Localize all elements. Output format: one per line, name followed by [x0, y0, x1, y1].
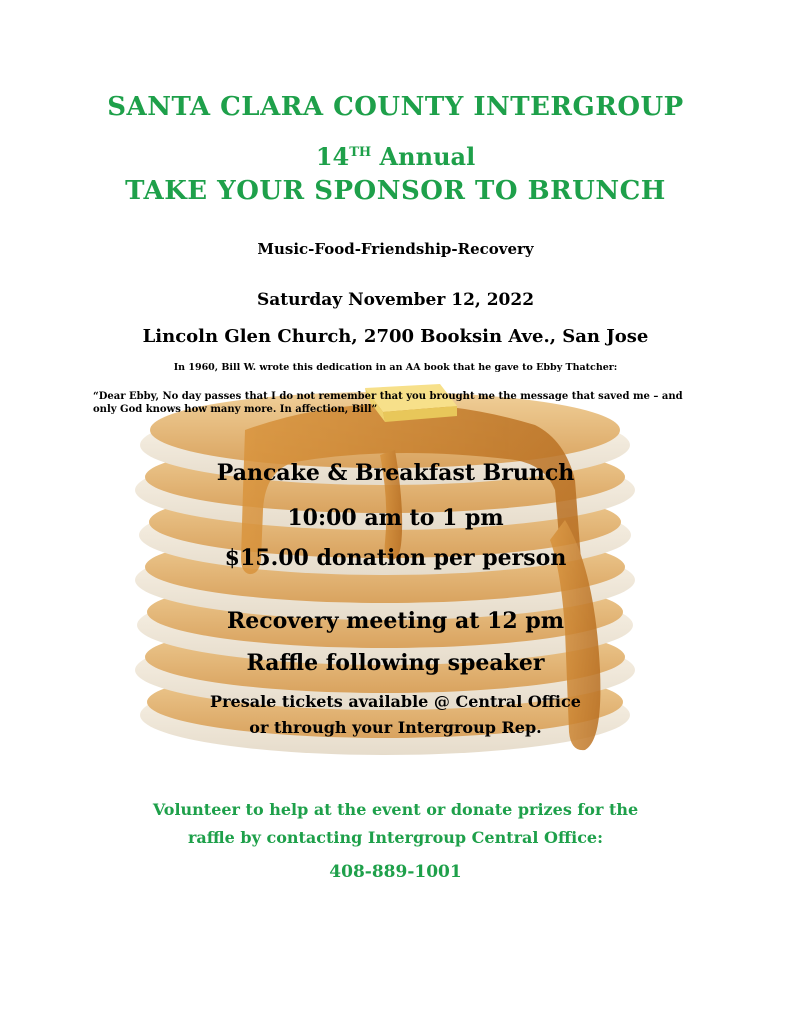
annual-heading	[0, 142, 791, 171]
annual-number: 14	[315, 142, 350, 171]
event-venue: Lincoln Glen Church, 2700 Booksin Ave., San Jose	[142, 326, 649, 347]
volunteer-info-line1: Volunteer to help at the event or donate prizes for the	[152, 800, 639, 819]
dedication-quote: “Dear Ebby, No day passes that I do not remember that you brought me the message that saved me – and only God knows how many more. In affection, Bill”	[93, 391, 683, 415]
recovery-meeting: Recovery meeting at 12 pm	[226, 608, 564, 634]
event-date: Saturday November 12, 2022	[256, 290, 535, 310]
presale-info-line1: Presale tickets available @ Central Office	[210, 692, 581, 711]
event-price: $15.00 donation per person	[224, 545, 567, 571]
presale-info-line2: or through your Intergroup Rep.	[249, 718, 542, 737]
event-time: 10:00 am to 1 pm	[287, 505, 504, 531]
event-tagline: Music-Food-Friendship-Recovery	[257, 240, 534, 258]
volunteer-info-line2: raffle by contacting Intergroup Central Office:	[187, 828, 604, 847]
brunch-title: Pancake & Breakfast Brunch	[216, 460, 575, 486]
dedication-intro: In 1960, Bill W. wrote this dedication in an AA book that he gave to Ebby Thatcher:	[173, 362, 618, 373]
contact-phone: 408-889-1001	[329, 862, 462, 882]
annual-word: Annual	[379, 142, 476, 171]
organization-title: SANTA CLARA COUNTY INTERGROUP	[107, 92, 684, 122]
raffle-info: Raffle following speaker	[246, 650, 545, 676]
annual-ordinal-suffix: TH	[349, 145, 372, 160]
event-headline: TAKE YOUR SPONSOR TO BRUNCH	[125, 176, 666, 206]
